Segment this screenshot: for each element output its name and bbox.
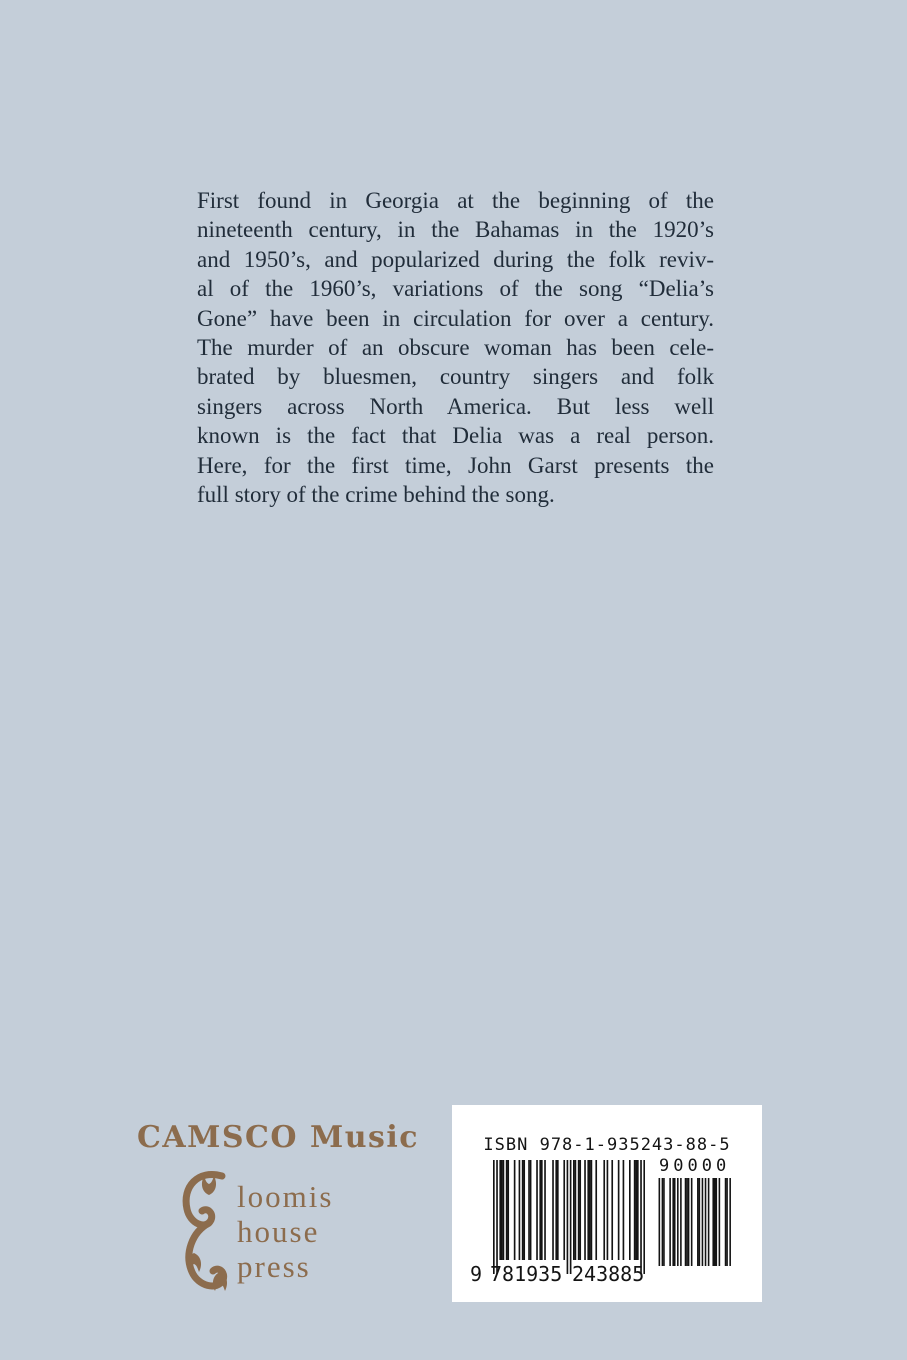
logo-word-1: loomis	[237, 1179, 334, 1214]
ean13-barcode	[493, 1160, 645, 1274]
ean13-digit-right: 243885	[572, 1262, 645, 1286]
blurb-line-4: al of the 1960’s, variations of the song “Delia’s	[197, 276, 714, 302]
blurb-paragraph	[197, 186, 714, 509]
isbn-label: ISBN 978-1-935243-88-5	[483, 1135, 731, 1155]
supplement-code-label: 90000	[659, 1156, 731, 1176]
camsco-music-label: CAMSCO Music	[137, 1120, 420, 1155]
blurb-line-7: brated by bluesmen, country singers and folk	[197, 364, 714, 390]
blurb-line-2: nineteenth century, in the Bahamas in the 1920’s	[197, 217, 714, 243]
blurb-line-10: Here, for the first time, John Garst presents the	[197, 452, 714, 478]
blurb-line-5: Gone” have been in circulation for over a century.	[197, 305, 714, 331]
blurb-line-9: known is the fact that Delia was a real person.	[197, 423, 714, 449]
ean13-digit-lead: 9	[470, 1262, 483, 1286]
ornamental-s-flourish-icon	[179, 1168, 232, 1292]
blurb-line-3: and 1950’s, and popularized during the folk reviv-	[197, 246, 714, 272]
blurb-line-1: First found in Georgia at the beginning of the	[197, 188, 714, 213]
loomis-house-press-wordmark	[237, 1179, 333, 1284]
blurb-line-11: full story of the crime behind the song.	[197, 482, 555, 508]
blurb-line-6: The murder of an obscure woman has been cele-	[197, 335, 714, 361]
barcode-panel	[452, 1105, 762, 1302]
logo-word-3: press	[237, 1249, 311, 1284]
loomis-house-press-logo	[179, 1168, 333, 1292]
logo-word-2: house	[237, 1214, 320, 1249]
ean5-supplement-barcode	[657, 1178, 731, 1266]
blurb-line-8: singers across North America. But less well	[197, 393, 714, 419]
ean13-digit-left: 781935	[490, 1262, 563, 1286]
